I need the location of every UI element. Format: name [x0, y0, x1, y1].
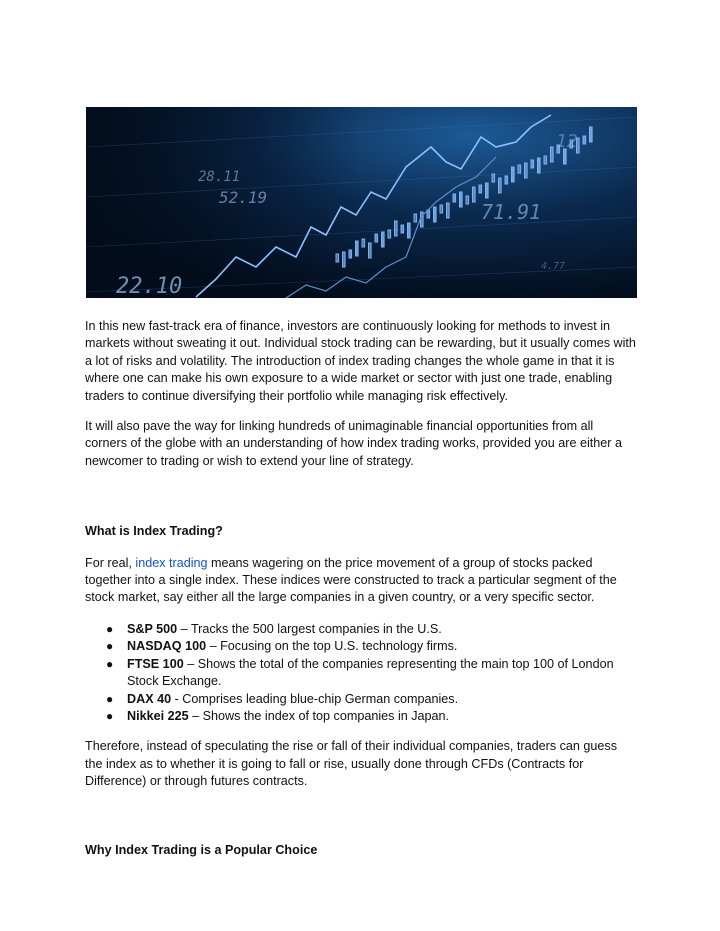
list-item: [85, 691, 637, 708]
index-list: [85, 621, 637, 725]
bullet-icon: ●: [106, 708, 114, 723]
hero-candlestick: [544, 156, 547, 164]
hero-candlestick: [499, 178, 502, 193]
hero-overlay-number: 28.11: [198, 169, 241, 185]
definition-text-start: For real,: [85, 555, 136, 570]
hero-candlestick: [349, 250, 352, 258]
definition-text-end: means wagering on the price movement of a group of stocks packed together into a single index. These indices were constructed to track a particular segment of the stock market, say either all the large companies in a given country, or a very specific sector.: [85, 555, 617, 605]
hero-candlestick: [382, 232, 385, 247]
intro-paragraph-1: In this new fast-track era of finance, investors are continuously looking for methods to invest in markets without sweating it out. Individual stock trading can be rewarding, but it usually comes with a lot of risks and volatility. The introduction of index trading changes the whole game in that it is where one can make his own exposure to a wide market or sector with just one trade, enabling traders to continue diversifying their portfolio while managing risk effectively.: [85, 319, 636, 403]
hero-candlestick: [505, 176, 508, 184]
hero-candlestick: [466, 196, 469, 204]
list-item: [85, 656, 637, 691]
index-name: NASDAQ 100: [127, 639, 207, 654]
hero-candlestick: [460, 192, 463, 207]
hero-overlay-number: 12: [556, 131, 578, 152]
hero-candlestick: [479, 185, 482, 193]
hero-candlestick: [336, 254, 339, 262]
hero-candlestick: [583, 136, 586, 144]
hero-candlestick: [408, 223, 411, 238]
hero-candlestick: [518, 165, 521, 173]
hero-candlestick: [525, 163, 528, 178]
index-description: – Shows the index of top companies in Japan.: [188, 708, 450, 723]
hero-candlestick: [440, 205, 443, 213]
section-heading-what-is-index-trading: What is Index Trading?: [85, 524, 223, 539]
hero-candlestick: [395, 221, 398, 236]
hero-candlestick: [590, 127, 593, 142]
index-name: DAX 40: [127, 691, 172, 706]
hero-candlestick: [362, 239, 365, 247]
hero-candlestick: [356, 241, 359, 256]
stock-chart-photo-icon: [86, 107, 637, 298]
hero-candlestick: [492, 174, 495, 182]
article-body: [85, 318, 637, 873]
bullet-icon: ●: [106, 621, 114, 636]
hero-overlay-number: 22.10: [116, 274, 183, 298]
hero-overlay-number: 71.91: [481, 200, 542, 224]
hero-candlestick: [343, 252, 346, 267]
intro-paragraph-2: It will also pave the way for linking hundreds of unimaginable financial opportunities from all corners of the globe with an understanding of how index trading works, provided you are either a newcomer to trading or wish to extend your line of strategy.: [85, 419, 622, 468]
section-heading-why-popular: Why Index Trading is a Popular Choice: [85, 842, 318, 857]
hero-candlestick: [421, 212, 424, 227]
hero-image: [86, 107, 637, 298]
hero-candlestick: [486, 183, 489, 198]
hero-candlestick: [453, 194, 456, 202]
hero-candlestick: [531, 160, 534, 168]
bullet-icon: ●: [106, 691, 114, 706]
hero-candlestick: [414, 214, 417, 222]
hero-candlestick: [538, 158, 541, 173]
list-item: [85, 638, 637, 655]
hero-candlestick: [551, 147, 554, 162]
hero-candlestick: [447, 203, 450, 218]
hero-overlay-number: 4.77: [541, 261, 566, 272]
hero-candlestick: [473, 187, 476, 202]
index-description: – Tracks the 500 largest companies in the U.S.: [177, 621, 442, 636]
hero-candlestick: [512, 167, 515, 182]
index-name: FTSE 100: [127, 656, 184, 671]
bullet-icon: ●: [106, 656, 114, 671]
hero-candlestick: [434, 207, 437, 222]
index-description: – Shows the total of the companies representing the main top 100 of London Stock Exchange.: [127, 656, 614, 689]
conclusion-paragraph: Therefore, instead of speculating the rise or fall of their individual companies, traders can guess the index as to whether it is going to fall or rise, usually done through CFDs (Contracts for Difference) or through futures contracts.: [85, 739, 618, 789]
list-item: [85, 621, 637, 638]
index-name: S&P 500: [127, 621, 178, 636]
list-item: [85, 708, 637, 725]
hero-overlay-number: 52.19: [219, 188, 268, 207]
index-description: - Comprises leading blue-chip German companies.: [171, 691, 459, 706]
index-name: Nikkei 225: [127, 708, 189, 723]
index-trading-link[interactable]: index trading: [135, 555, 208, 570]
hero-candlestick: [401, 225, 404, 233]
hero-candlestick: [369, 243, 372, 258]
bullet-icon: ●: [106, 639, 114, 654]
hero-candlestick: [375, 234, 378, 242]
index-description: – Focusing on the top U.S. technology firms.: [206, 639, 458, 654]
definition-paragraph: [85, 555, 637, 607]
hero-candlestick: [388, 230, 391, 238]
